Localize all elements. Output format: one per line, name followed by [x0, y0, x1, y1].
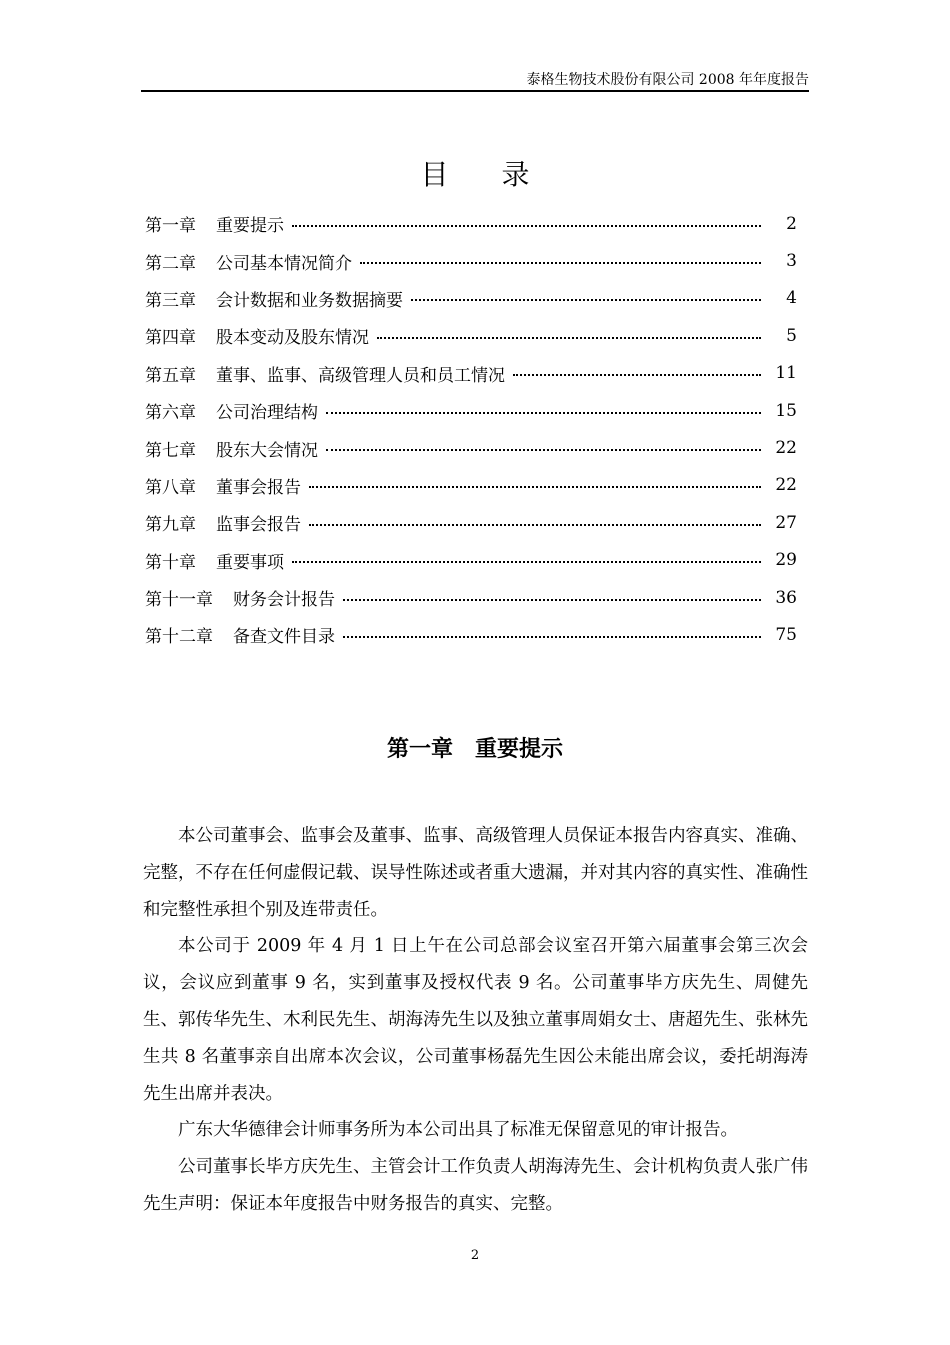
body-paragraph-3: 广东大华德律会计师事务所为本公司出具了标准无保留意见的审计报告。	[178, 1120, 738, 1141]
toc-heading: 财务会计报告	[233, 590, 335, 611]
table-of-contents	[145, 205, 797, 654]
toc-entry-12[interactable]	[145, 616, 797, 653]
toc-heading: 股东大会情况	[216, 440, 318, 461]
toc-page-number: 5	[786, 325, 797, 346]
toc-leader-dots	[292, 225, 761, 227]
page-header	[141, 62, 809, 92]
header-title: 泰格生物技术股份有限公司 2008 年年度报告	[526, 72, 809, 88]
toc-chapter: 第三章	[145, 290, 196, 311]
toc-page-number: 2	[786, 213, 797, 234]
toc-entry-2[interactable]	[145, 242, 797, 279]
toc-leader-dots	[360, 262, 761, 264]
toc-entry-4[interactable]	[145, 317, 797, 354]
toc-page-number: 22	[775, 438, 797, 459]
toc-heading: 董事会报告	[216, 477, 301, 498]
toc-entry-7[interactable]	[145, 429, 797, 466]
toc-heading: 监事会报告	[216, 515, 301, 536]
toc-page-number: 15	[775, 400, 797, 421]
toc-page-number: 4	[786, 288, 797, 309]
toc-leader-dots	[343, 636, 761, 638]
section-body	[143, 818, 808, 1223]
toc-page-number: 3	[786, 251, 797, 272]
toc-entry-5[interactable]	[145, 355, 797, 392]
toc-page-number: 22	[775, 475, 797, 496]
toc-chapter: 第二章	[145, 253, 196, 274]
toc-chapter: 第十一章	[145, 590, 213, 611]
toc-heading: 公司治理结构	[216, 403, 318, 424]
toc-page-number: 11	[775, 363, 797, 384]
body-paragraph-2: 本公司于 2009 年 4 月 1 日上午在公司总部会议室召开第六届董事会第三次会议，会议应到董事 9 名，实到董事及授权代表 9 名。公司董事毕方庆先生、周健先生、郭传华先生、木利民先生、胡海涛先生以及独立董事周娟女士、唐超先生、张林先生共 8 名董事亲自出席本次会议，公司董事杨磊先生因公未能出席会议，委托胡海涛先生出席并表决。	[143, 936, 808, 1104]
section-title: 第一章 重要提示	[386, 736, 563, 762]
toc-entry-11[interactable]	[145, 579, 797, 616]
toc-heading: 股本变动及股东情况	[216, 328, 369, 349]
toc-chapter: 第八章	[145, 477, 196, 498]
toc-leader-dots	[326, 449, 761, 451]
toc-leader-dots	[309, 524, 761, 526]
toc-entry-1[interactable]	[145, 205, 797, 242]
toc-chapter: 第四章	[145, 328, 196, 349]
toc-leader-dots	[309, 486, 761, 488]
toc-leader-dots	[411, 299, 761, 301]
toc-heading: 会计数据和业务数据摘要	[216, 290, 403, 311]
toc-heading: 公司基本情况简介	[216, 253, 352, 274]
toc-entry-8[interactable]	[145, 467, 797, 504]
toc-leader-dots	[343, 599, 761, 601]
toc-heading: 董事、监事、高级管理人员和员工情况	[216, 365, 505, 386]
body-paragraph-1: 本公司董事会、监事会及董事、监事、高级管理人员保证本报告内容真实、准确、完整，不存在任何虚假记载、误导性陈述或者重大遗漏，并对其内容的真实性、准确性和完整性承担个别及连带责任。	[143, 826, 808, 920]
toc-heading: 备查文件目录	[233, 627, 335, 648]
toc-leader-dots	[326, 412, 761, 414]
toc-entry-9[interactable]	[145, 504, 797, 541]
toc-chapter: 第六章	[145, 403, 196, 424]
toc-entry-10[interactable]	[145, 542, 797, 579]
toc-heading: 重要事项	[216, 552, 284, 573]
toc-page-number: 36	[775, 587, 797, 608]
toc-chapter: 第五章	[145, 365, 196, 386]
toc-chapter: 第十章	[145, 552, 196, 573]
toc-leader-dots	[292, 561, 761, 563]
toc-chapter: 第九章	[145, 515, 196, 536]
page-number: 2	[470, 1248, 480, 1263]
toc-page-number: 29	[775, 550, 797, 571]
body-paragraph-4: 公司董事长毕方庆先生、主管会计工作负责人胡海涛先生、会计机构负责人张广伟先生声明：保证本年度报告中财务报告的真实、完整。	[143, 1157, 808, 1214]
toc-chapter: 第十二章	[145, 627, 213, 648]
toc-page-number: 27	[775, 512, 797, 533]
toc-entry-3[interactable]	[145, 280, 797, 317]
toc-leader-dots	[377, 337, 761, 339]
toc-title: 目 录	[420, 158, 552, 191]
toc-chapter: 第七章	[145, 440, 196, 461]
toc-chapter: 第一章	[145, 216, 196, 237]
toc-page-number: 75	[775, 624, 797, 645]
toc-entry-6[interactable]	[145, 392, 797, 429]
toc-leader-dots	[513, 374, 761, 376]
toc-heading: 重要提示	[216, 216, 284, 237]
